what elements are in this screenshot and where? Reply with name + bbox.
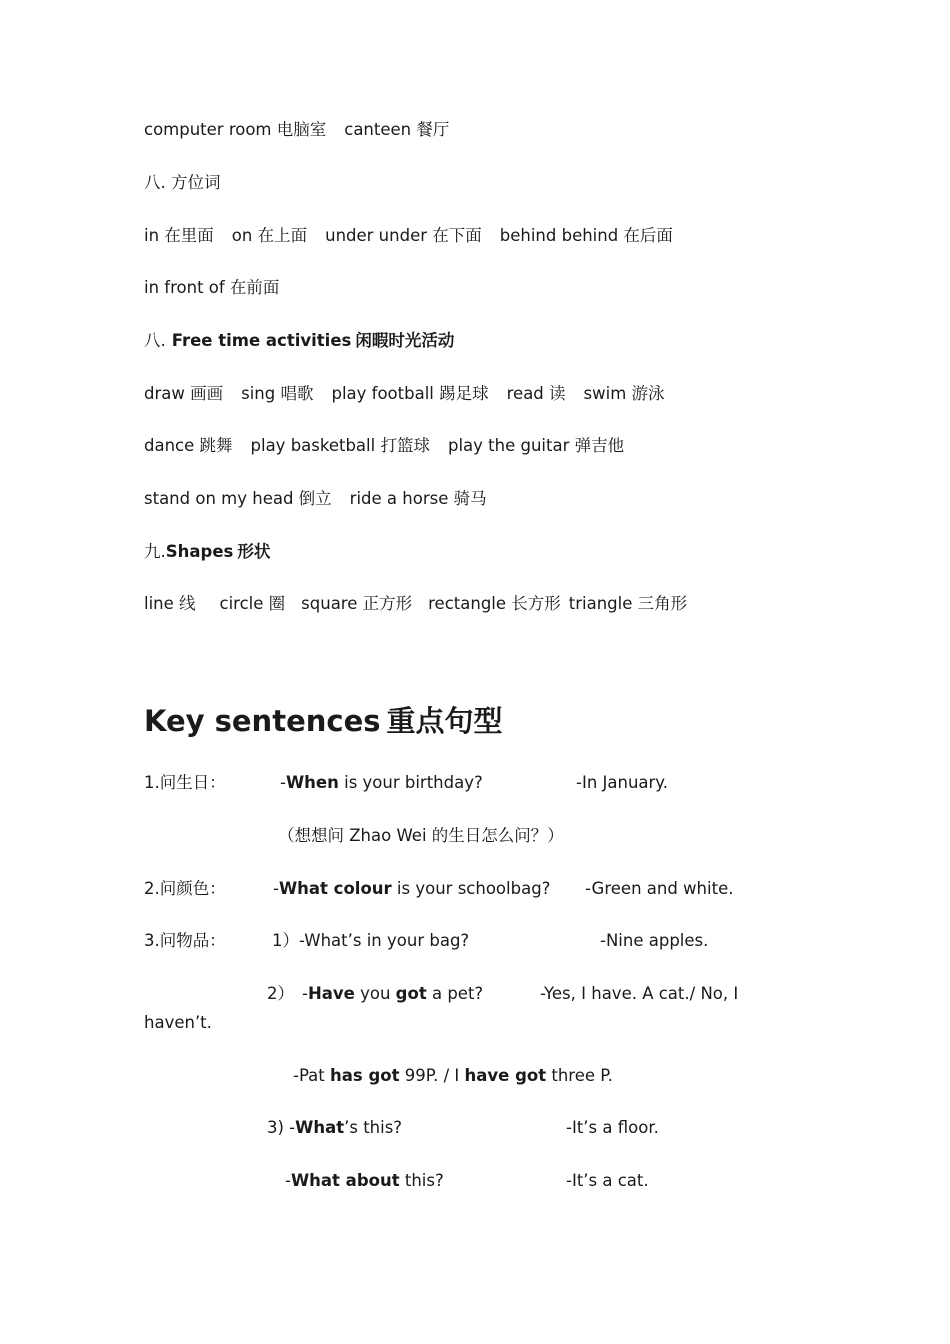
q1-hint	[278, 825, 564, 847]
prepositions-heading	[144, 172, 221, 194]
vocab-dance: dance 跳舞	[144, 436, 233, 455]
vocab-read: read 读	[506, 384, 566, 403]
vocab-triangle: triangle 三角形	[568, 594, 688, 613]
q3-2-rest: a pet?	[426, 984, 484, 1003]
q1-question	[280, 772, 483, 794]
vocab-under: under under 在下面	[325, 226, 482, 245]
q3-2-answer	[540, 983, 738, 1005]
q3-4-question	[285, 1170, 444, 1192]
q2-label-line	[144, 878, 226, 900]
q2-answer	[585, 878, 733, 900]
q3-1-question	[272, 930, 469, 952]
q2-dash: -	[273, 879, 279, 898]
q3-3-answer-text: -It’s a floor.	[566, 1118, 659, 1137]
prepositions-line-2	[144, 277, 279, 299]
q2-rest: is your schoolbag?	[391, 879, 551, 898]
vocab-computer-room: computer room 电脑室	[144, 120, 327, 139]
prepositions-line-1	[144, 225, 673, 247]
q3-3-bold: What	[295, 1118, 345, 1137]
vocab-in: in 在里面	[144, 226, 214, 245]
shapes-heading-cn: 形状	[237, 542, 271, 561]
shapes-heading	[144, 541, 270, 563]
q3-3-num: 3) -	[267, 1118, 296, 1137]
q3-2-have: Have	[307, 984, 355, 1003]
q3-4-answer	[566, 1170, 649, 1192]
q2-question	[273, 878, 550, 900]
q3-2-you: you	[354, 984, 396, 1003]
pat-end: three P.	[546, 1066, 613, 1085]
vocab-ride-horse: ride a horse 骑马	[349, 489, 487, 508]
vocab-play-football: play football 踢足球	[331, 384, 489, 403]
vocab-behind: behind behind 在后面	[499, 226, 673, 245]
places-line	[144, 119, 449, 141]
free-time-line-3	[144, 488, 487, 510]
q1-bold: When	[285, 773, 339, 792]
pat-dash: -Pat	[293, 1066, 330, 1085]
free-time-heading-num: 八.	[144, 331, 166, 350]
shapes-heading-en: Shapes	[165, 542, 234, 561]
q3-1-answer	[600, 930, 708, 952]
q1-answer-text: -In January.	[576, 773, 668, 792]
q3-4-bold: What about	[290, 1171, 400, 1190]
q2-bold: What colour	[278, 879, 392, 898]
vocab-rectangle: rectangle 长方形	[428, 594, 561, 613]
q3-2-got: got	[395, 984, 427, 1003]
q3-1-text: 1）-What’s in your bag?	[272, 931, 470, 950]
q1-label: 1.问生日：	[144, 773, 226, 792]
vocab-play-guitar: play the guitar 弹吉他	[447, 436, 625, 455]
q3-2-dash: -	[302, 984, 308, 1003]
key-sentences-title	[144, 702, 503, 740]
free-time-line-1	[144, 383, 665, 405]
free-time-heading	[144, 330, 454, 352]
q1-answer	[576, 772, 668, 794]
q3-2-answer-cont-text: haven’t.	[144, 1013, 212, 1032]
q3-4-rest: this?	[399, 1171, 444, 1190]
q1-hint-text: （想想问 Zhao Wei 的生日怎么问？）	[278, 826, 564, 845]
key-sentences-title-cn: 重点句型	[386, 704, 503, 738]
q2-label: 2.问颜色：	[144, 879, 226, 898]
key-sentences-title-en: Key sentences	[144, 704, 381, 738]
q3-4-answer-text: -It’s a cat.	[566, 1171, 649, 1190]
q3-2-answer-text: -Yes, I have. A cat./ No, I	[540, 984, 739, 1003]
q3-4-dash: -	[285, 1171, 291, 1190]
vocab-swim: swim 游泳	[583, 384, 665, 403]
vocab-canteen: canteen 餐厅	[344, 120, 450, 139]
vocab-in-front-of: in front of 在前面	[144, 278, 280, 297]
q3-2-num: 2）	[267, 984, 294, 1003]
q3-label: 3.问物品：	[144, 931, 226, 950]
vocab-sing: sing 唱歌	[241, 384, 314, 403]
pat-has-got: has got	[330, 1066, 400, 1085]
vocab-line: line 线	[144, 594, 196, 613]
free-time-heading-en: Free time activities	[171, 331, 352, 350]
vocab-play-basketball: play basketball 打篮球	[250, 436, 430, 455]
q3-1-answer-text: -Nine apples.	[600, 931, 709, 950]
q3-2-question	[267, 983, 483, 1005]
free-time-line-2	[144, 435, 624, 457]
q1-rest: is your birthday?	[338, 773, 483, 792]
free-time-heading-cn: 闲暇时光活动	[355, 331, 455, 350]
vocab-on: on 在上面	[231, 226, 308, 245]
q2-answer-text: -Green and white.	[585, 879, 734, 898]
q3-3-question	[267, 1117, 402, 1139]
vocab-stand-on-head: stand on my head 倒立	[144, 489, 332, 508]
q3-3-rest: ’s this?	[344, 1118, 403, 1137]
q1-label-line	[144, 772, 226, 794]
q1-dash: -	[280, 773, 286, 792]
prepositions-heading-text: 八. 方位词	[144, 173, 221, 192]
vocab-draw: draw 画画	[144, 384, 224, 403]
pat-have-got: have got	[464, 1066, 547, 1085]
pat-line	[293, 1065, 613, 1087]
pat-mid: 99P. / I	[399, 1066, 465, 1085]
shapes-line	[144, 593, 687, 615]
q3-label-line	[144, 930, 226, 952]
shapes-heading-num: 九.	[144, 542, 166, 561]
vocab-circle: circle 圈	[219, 594, 286, 613]
q3-2-answer-cont	[144, 1012, 212, 1034]
q3-3-answer	[566, 1117, 659, 1139]
vocab-square: square 正方形	[301, 594, 413, 613]
